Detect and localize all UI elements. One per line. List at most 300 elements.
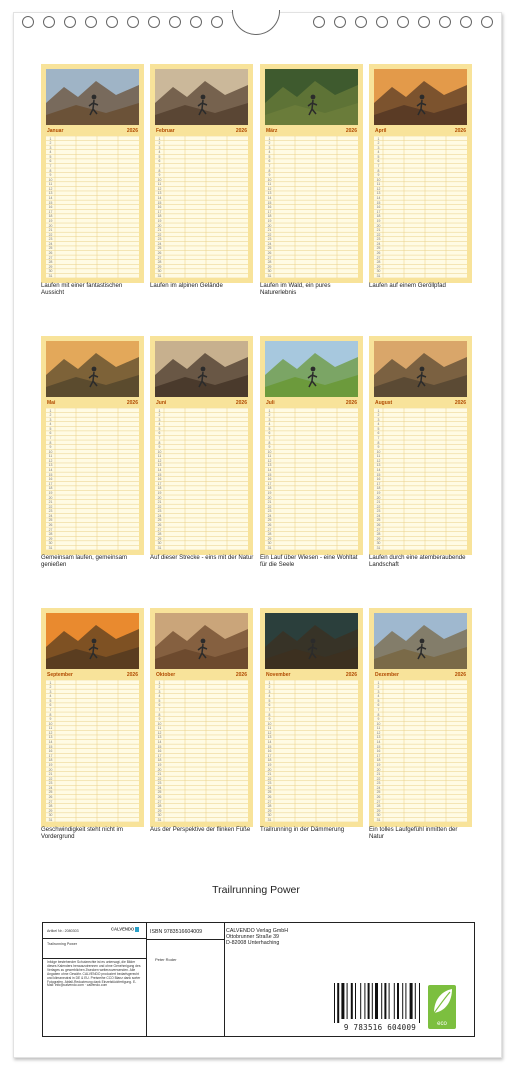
day-number: 15	[376, 472, 381, 477]
day-number: 16	[157, 749, 162, 754]
day-number: 22	[376, 504, 381, 509]
ean-barcode	[330, 983, 430, 1033]
month-name: September	[47, 672, 73, 678]
day-number: 14	[267, 196, 272, 201]
day-number: 10	[376, 177, 381, 182]
valley-runners-photo	[374, 341, 467, 397]
day-number: 13	[376, 735, 381, 740]
day-number: 20	[157, 767, 162, 772]
day-number: 16	[376, 205, 381, 210]
day-number: 4	[268, 694, 271, 699]
day-number: 9	[49, 173, 52, 178]
month-name: Januar	[47, 128, 64, 134]
day-number: 5	[377, 426, 380, 431]
month-panel	[260, 336, 363, 555]
day-number: 22	[157, 776, 162, 781]
day-number: 30	[267, 541, 272, 546]
forest-runner-photo	[265, 69, 358, 125]
day-number: 10	[157, 177, 162, 182]
day-number: 9	[49, 445, 52, 450]
day-number: 27	[267, 799, 272, 804]
day-number: 18	[376, 486, 381, 491]
day-number: 17	[48, 481, 53, 486]
day-number: 28	[376, 532, 381, 537]
day-number: 2	[49, 141, 52, 146]
day-number: 5	[158, 426, 161, 431]
day-number: 12	[267, 186, 272, 191]
day-number: 30	[376, 813, 381, 818]
month-year: 2026	[235, 400, 247, 406]
day-number: 18	[48, 214, 53, 219]
day-number: 18	[267, 486, 272, 491]
binding-hole	[481, 16, 493, 28]
day-number: 31	[267, 817, 272, 822]
month-panel	[41, 64, 144, 283]
day-number: 18	[157, 486, 162, 491]
day-number: 27	[48, 799, 53, 804]
day-number: 29	[48, 808, 53, 813]
day-number: 28	[267, 260, 272, 265]
day-number: 22	[267, 232, 272, 237]
day-number: 15	[48, 200, 53, 205]
day-number: 11	[267, 182, 272, 187]
month-year: 2026	[454, 672, 466, 678]
day-grid	[374, 136, 467, 278]
day-number: 27	[376, 527, 381, 532]
day-number: 16	[48, 749, 53, 754]
month-name: März	[266, 128, 278, 134]
month-panel	[150, 608, 253, 827]
day-number: 19	[267, 218, 272, 223]
month-panel	[260, 64, 363, 283]
day-number: 5	[49, 698, 52, 703]
day-number: 17	[376, 481, 381, 486]
calvendo-logo-text: CALVENDO	[111, 926, 135, 932]
day-grid-lines	[46, 680, 139, 822]
day-number: 26	[157, 523, 162, 528]
day-number: 7	[158, 435, 161, 440]
day-number: 13	[48, 191, 53, 196]
day-grid	[46, 136, 139, 278]
day-number: 25	[267, 246, 272, 251]
day-number: 11	[376, 726, 381, 731]
day-number: 13	[267, 191, 272, 196]
day-number: 2	[377, 413, 380, 418]
day-number: 25	[157, 518, 162, 523]
day-number: 3	[158, 689, 161, 694]
landscape-icon	[374, 341, 467, 397]
month-year: 2026	[235, 672, 247, 678]
day-number: 31	[48, 545, 53, 550]
scree-path-runner-photo	[374, 69, 467, 125]
imprint-box	[42, 922, 475, 1037]
month-caption: Trailrunning in der Dämmerung	[260, 826, 345, 833]
day-number: 2	[49, 685, 52, 690]
landscape-icon	[265, 69, 358, 125]
binding-hole	[190, 16, 202, 28]
day-number: 24	[48, 785, 53, 790]
day-number: 27	[267, 255, 272, 260]
month-name: Februar	[156, 128, 175, 134]
day-number: 24	[157, 785, 162, 790]
sunset-runner-photo	[46, 613, 139, 669]
day-number: 24	[267, 785, 272, 790]
day-number: 24	[157, 241, 162, 246]
day-number: 3	[49, 689, 52, 694]
day-number: 31	[267, 273, 272, 278]
day-number: 21	[267, 500, 272, 505]
day-number: 25	[48, 790, 53, 795]
day-number: 16	[157, 477, 162, 482]
landscape-icon	[155, 69, 248, 125]
day-number: 14	[157, 468, 162, 473]
binding-hole	[397, 16, 409, 28]
day-number: 29	[267, 536, 272, 541]
day-number: 20	[376, 223, 381, 228]
day-number: 12	[157, 458, 162, 463]
isbn: ISBN 9783516604009	[150, 929, 203, 935]
month-name: Oktober	[156, 672, 176, 678]
day-number: 28	[267, 532, 272, 537]
day-number: 12	[267, 730, 272, 735]
day-number: 1	[377, 136, 380, 141]
day-number: 4	[268, 150, 271, 155]
day-number: 22	[267, 776, 272, 781]
day-number: 13	[48, 463, 53, 468]
day-number: 26	[376, 251, 381, 256]
day-number: 21	[267, 228, 272, 233]
day-number: 16	[376, 749, 381, 754]
month-header	[374, 126, 467, 136]
day-number: 23	[376, 781, 381, 786]
day-number: 30	[48, 541, 53, 546]
day-number: 8	[268, 712, 271, 717]
day-number: 28	[157, 532, 162, 537]
day-number: 23	[157, 237, 162, 242]
day-number: 13	[157, 191, 162, 196]
day-number: 8	[158, 168, 161, 173]
month-year: 2026	[454, 128, 466, 134]
day-number: 3	[268, 417, 271, 422]
mountain-coast-runner-photo	[46, 69, 139, 125]
day-number: 15	[376, 744, 381, 749]
landscape-icon	[265, 341, 358, 397]
eco-badge	[428, 985, 456, 1029]
day-number: 17	[157, 481, 162, 486]
day-number: 4	[49, 150, 52, 155]
day-grid	[46, 680, 139, 822]
day-grid-lines	[155, 136, 248, 278]
day-number: 6	[268, 703, 271, 708]
day-number: 24	[376, 513, 381, 518]
publisher-name: CALVENDO Verlag GmbH	[226, 928, 289, 934]
day-number: 15	[48, 744, 53, 749]
day-number: 28	[376, 804, 381, 809]
author-name: Peter Roder	[155, 957, 177, 962]
day-number: 4	[377, 694, 380, 699]
day-number: 5	[49, 154, 52, 159]
day-number: 13	[376, 463, 381, 468]
day-number: 18	[157, 758, 162, 763]
day-number: 11	[48, 454, 53, 459]
day-number: 19	[376, 762, 381, 767]
day-number: 31	[157, 273, 162, 278]
legal-notice: Infolge bestehender Schutzrechte ist es untersagt, die Bilder dieses Kalenders herauszutrennen und ohne Genehmigung des Verlages zu gewerblichen Zwecken weiterzuverwenden. Alle Angaben ohne Gewähr. CALVENDO produziert bedarfsgerecht und klimaneutral in DE & EU. Preisreihe CCO Bianz dank sorter Fotografen. Abfall-Reduzierung dank Einzelstückfertigung. E-Mail: info@calvendo.com · calvendo.com	[47, 960, 141, 988]
day-number: 30	[376, 269, 381, 274]
day-number: 2	[268, 685, 271, 690]
day-number: 17	[267, 209, 272, 214]
day-number: 21	[376, 772, 381, 777]
day-number: 17	[48, 209, 53, 214]
day-number: 1	[158, 136, 161, 141]
month-panel	[150, 336, 253, 555]
day-number: 25	[376, 518, 381, 523]
day-number: 3	[268, 689, 271, 694]
day-number: 9	[158, 445, 161, 450]
day-number: 28	[48, 532, 53, 537]
day-number: 6	[158, 159, 161, 164]
month-year: 2026	[126, 400, 138, 406]
day-number: 24	[267, 513, 272, 518]
day-grid	[265, 136, 358, 278]
day-number: 25	[267, 518, 272, 523]
day-number: 11	[157, 726, 162, 731]
month-caption: Laufen mit einer fantastischen Aussicht	[41, 282, 123, 296]
imprint-left-column	[43, 923, 147, 1036]
day-number: 2	[49, 413, 52, 418]
day-number: 5	[49, 426, 52, 431]
day-number: 16	[48, 205, 53, 210]
month-header	[265, 670, 358, 680]
day-number: 21	[48, 772, 53, 777]
day-number: 31	[376, 273, 381, 278]
day-number: 25	[376, 246, 381, 251]
day-number: 23	[157, 781, 162, 786]
day-number: 19	[157, 762, 162, 767]
day-number: 11	[157, 182, 162, 187]
day-number: 12	[157, 730, 162, 735]
day-number: 30	[48, 269, 53, 274]
day-number: 30	[157, 813, 162, 818]
day-number: 1	[158, 680, 161, 685]
day-number: 20	[376, 767, 381, 772]
day-number: 29	[267, 264, 272, 269]
binding-hole	[439, 16, 451, 28]
day-number: 14	[267, 468, 272, 473]
day-number: 19	[48, 762, 53, 767]
day-number: 20	[267, 223, 272, 228]
day-number: 10	[376, 721, 381, 726]
day-number: 27	[157, 799, 162, 804]
binding-hole	[64, 16, 76, 28]
day-number: 8	[49, 168, 52, 173]
day-number: 20	[48, 223, 53, 228]
day-number: 4	[158, 694, 161, 699]
day-number: 27	[48, 527, 53, 532]
day-number: 19	[157, 490, 162, 495]
day-number: 30	[157, 269, 162, 274]
day-grid-lines	[155, 408, 248, 550]
day-number: 22	[157, 504, 162, 509]
day-number: 2	[158, 141, 161, 146]
day-number: 26	[48, 523, 53, 528]
day-number: 26	[267, 795, 272, 800]
day-number: 22	[376, 232, 381, 237]
day-number: 23	[267, 781, 272, 786]
day-number: 7	[49, 707, 52, 712]
day-number: 17	[48, 753, 53, 758]
day-number: 10	[48, 449, 53, 454]
month-name: November	[266, 672, 291, 678]
day-number: 1	[268, 408, 271, 413]
day-number: 16	[376, 477, 381, 482]
month-caption: Laufen im Wald, ein pures Naturerlebnis	[260, 282, 331, 296]
day-number: 31	[376, 545, 381, 550]
day-number: 12	[267, 458, 272, 463]
month-panel	[369, 608, 472, 827]
month-name: April	[375, 128, 387, 134]
day-number: 18	[48, 486, 53, 491]
day-number: 5	[158, 698, 161, 703]
alpine-runner-photo	[155, 69, 248, 125]
day-number: 15	[376, 200, 381, 205]
day-number: 7	[268, 163, 271, 168]
binding-hole	[211, 16, 223, 28]
day-number: 17	[157, 753, 162, 758]
day-number: 31	[48, 273, 53, 278]
month-caption: Aus der Perspektive der flinken Füße	[150, 826, 251, 833]
day-number: 15	[157, 200, 162, 205]
day-number: 1	[268, 680, 271, 685]
day-number: 2	[158, 685, 161, 690]
day-number: 11	[376, 182, 381, 187]
day-grid-lines	[374, 680, 467, 822]
day-number: 13	[376, 191, 381, 196]
day-grid	[155, 136, 248, 278]
day-number: 3	[377, 689, 380, 694]
day-number: 19	[48, 490, 53, 495]
day-number: 12	[376, 730, 381, 735]
day-number: 24	[157, 513, 162, 518]
month-name: Juli	[266, 400, 275, 406]
month-year: 2026	[345, 672, 357, 678]
day-number: 19	[157, 218, 162, 223]
day-number: 11	[267, 726, 272, 731]
binding-hole	[106, 16, 118, 28]
month-caption: Gemeinsam laufen, gemeinsam genießen	[41, 554, 128, 568]
day-number: 6	[49, 431, 52, 436]
day-number: 9	[268, 173, 271, 178]
day-number: 26	[267, 251, 272, 256]
day-number: 14	[48, 740, 53, 745]
imprint-divider	[147, 939, 224, 940]
imprint-middle-column	[147, 923, 225, 1036]
month-header	[46, 670, 139, 680]
day-number: 25	[376, 790, 381, 795]
day-number: 16	[267, 205, 272, 210]
month-name: August	[375, 400, 393, 406]
day-number: 17	[267, 481, 272, 486]
day-number: 13	[48, 735, 53, 740]
day-number: 28	[267, 804, 272, 809]
day-number: 6	[377, 431, 380, 436]
day-number: 14	[376, 740, 381, 745]
month-year: 2026	[235, 128, 247, 134]
calvendo-logo-mark	[135, 927, 139, 932]
publisher-city: D-82008 Unterhaching	[226, 940, 280, 946]
day-number: 28	[157, 804, 162, 809]
day-number: 27	[376, 255, 381, 260]
day-grid-lines	[46, 136, 139, 278]
day-number: 23	[376, 509, 381, 514]
day-number: 7	[377, 163, 380, 168]
barcode-number: 9 783516 604009	[343, 1023, 417, 1032]
day-number: 17	[157, 209, 162, 214]
binding-hole	[355, 16, 367, 28]
day-number: 29	[157, 808, 162, 813]
day-number: 1	[158, 408, 161, 413]
month-year: 2026	[126, 128, 138, 134]
day-number: 31	[48, 817, 53, 822]
imprint-divider	[43, 938, 146, 939]
day-number: 9	[377, 717, 380, 722]
day-number: 28	[376, 260, 381, 265]
day-number: 25	[48, 518, 53, 523]
day-number: 18	[48, 758, 53, 763]
day-number: 30	[48, 813, 53, 818]
day-number: 1	[377, 680, 380, 685]
day-number: 5	[268, 698, 271, 703]
day-number: 8	[268, 440, 271, 445]
day-number: 10	[376, 449, 381, 454]
day-number: 20	[376, 495, 381, 500]
day-number: 31	[157, 817, 162, 822]
day-number: 22	[48, 504, 53, 509]
binding-hole	[376, 16, 388, 28]
month-header	[265, 398, 358, 408]
day-number: 4	[268, 422, 271, 427]
day-number: 11	[267, 454, 272, 459]
day-number: 19	[267, 490, 272, 495]
calendar-title: Trailrunning Power	[212, 884, 300, 896]
day-number: 12	[157, 186, 162, 191]
day-number: 26	[157, 251, 162, 256]
day-number: 30	[267, 269, 272, 274]
day-number: 30	[267, 813, 272, 818]
day-number: 13	[267, 463, 272, 468]
day-number: 7	[377, 707, 380, 712]
day-number: 6	[49, 159, 52, 164]
month-panel	[260, 608, 363, 827]
day-number: 17	[267, 753, 272, 758]
day-number: 16	[157, 205, 162, 210]
month-year: 2026	[454, 400, 466, 406]
day-number: 1	[49, 680, 52, 685]
day-number: 26	[48, 795, 53, 800]
day-number: 3	[49, 145, 52, 150]
day-number: 3	[268, 145, 271, 150]
day-number: 14	[376, 468, 381, 473]
month-year: 2026	[345, 128, 357, 134]
day-number: 23	[267, 237, 272, 242]
day-number: 14	[157, 196, 162, 201]
day-number: 6	[377, 703, 380, 708]
day-number: 31	[376, 817, 381, 822]
day-grid	[155, 408, 248, 550]
day-number: 13	[267, 735, 272, 740]
day-number: 26	[157, 795, 162, 800]
day-number: 10	[267, 449, 272, 454]
